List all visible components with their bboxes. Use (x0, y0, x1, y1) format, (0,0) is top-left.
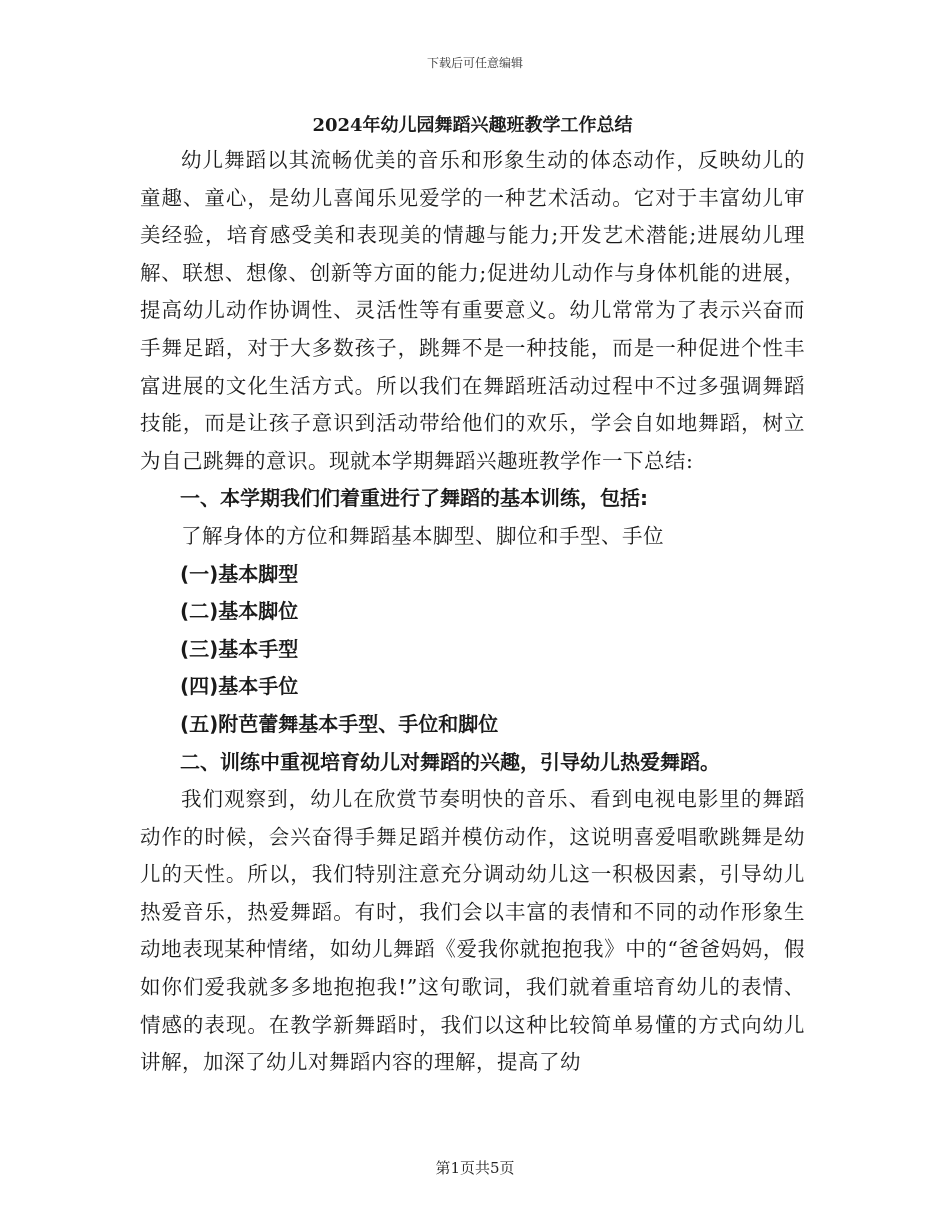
section-1-item-2: (二)基本脚位 (180, 599, 299, 624)
section-1-item-3: (三)基本手型 (180, 636, 299, 661)
section-1-item-4: (四)基本手位 (180, 674, 299, 699)
section-1-line: 了解身体的方位和舞蹈基本脚型、脚位和手型、手位 (181, 523, 664, 548)
section-2-paragraph: 我们观察到，幼儿在欣赏节奏明快的音乐、看到电视电影里的舞蹈动作的时候，会兴奋得手舞足蹈并模仿动作，这说明喜爱唱歌跳舞是幼儿的天性。所以，我们特别注意充分调动幼儿这一积极因素，引导幼儿热爱音乐，热爱舞蹈。有时，我们会以丰富的表情和不同的动作形象生动地表现某种情绪，如幼儿舞蹈《爱我你就抱抱我》中的“爸爸妈妈，假如你们爱我就多多地抱抱我!”这句歌词，我们就着重培育幼儿的表情、情感的表现。在教学新舞蹈时，我们以这种比较简单易懂的方式向幼儿讲解，加深了幼儿对舞蹈内容的理解，提高了幼 (140, 787, 805, 1075)
document-body (140, 112, 805, 1082)
section-2-heading: 二、训练中重视培育幼儿对舞蹈的兴趣，引导幼儿热爱舞蹈。 (180, 749, 720, 774)
intro-paragraph: 幼儿舞蹈以其流畅优美的音乐和形象生动的体态动作，反映幼儿的童趣、童心，是幼儿喜闻乐见爱学的一种艺术活动。它对于丰富幼儿审美经验，培育感受美和表现美的情趣与能力;开发艺术潜能;进展幼儿理解、联想、想像、创新等方面的能力;促进幼儿动作与身体机能的进展，提高幼儿动作协调性、灵活性等有重要意义。幼儿常常为了表示兴奋而手舞足蹈，对于大多数孩子，跳舞不是一种技能，而是一种促进个性丰富进展的文化生活方式。所以我们在舞蹈班活动过程中不过多强调舞蹈技能，而是让孩子意识到活动带给他们的欢乐，学会自如地舞蹈，树立为自己跳舞的意识。现就本学期舞蹈兴趣班教学作一下总结: (140, 148, 805, 473)
section-1-heading: 一、本学期我们们着重进行了舞蹈的基本训练，包括: (180, 486, 648, 511)
section-1-item-1: (一)基本脚型 (180, 561, 299, 586)
page-footer: 第1页共5页 (435, 1159, 515, 1177)
section-1-item-5: (五)附芭蕾舞基本手型、手位和脚位 (180, 711, 499, 736)
document-title: 2024年幼儿园舞蹈兴趣班教学工作总结 (312, 115, 633, 136)
header-note: 下载后可任意编辑 (426, 56, 523, 70)
